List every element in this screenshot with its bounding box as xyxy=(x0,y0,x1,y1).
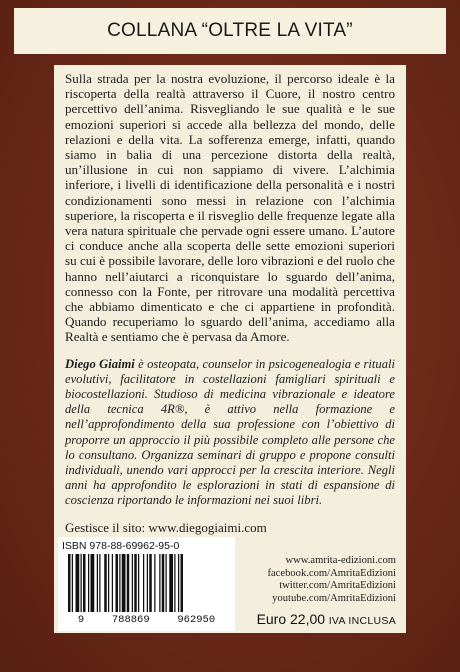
series-band xyxy=(14,8,446,54)
text-panel xyxy=(54,65,406,633)
author-bio xyxy=(65,357,395,509)
author-bio-text: è osteopata, counselor in psicogenealogia e rituali evolutivi, facilitatore in costellazioni famigliari spirituali e biocostellazioni. Studioso di medicina vibrazionale e ideatore della tecnica 4R®, è attivo nella formazione e nell’approfondimento della sua professione con l’obiettivo di proporre un approccio il più possibile completo alle persone che lo consultano. Organizza seminari di gruppo e propone consulti individuali, unendo vari approcci per la crescita interiore. Negli anni ha approfondito le esplorazioni in stati di espansione di coscienza riportando le informazioni nei suoi libri. xyxy=(65,356,395,508)
isbn-label: ISBN 978-88-69962-95-0 xyxy=(62,540,180,552)
publisher-contacts xyxy=(267,555,396,605)
author-website: Gestisce il sito: www.diegogiaimi.com xyxy=(65,519,267,535)
price xyxy=(257,612,396,629)
price-amount: Euro 22,00 xyxy=(256,611,326,627)
price-note: IVA INCLUSA xyxy=(328,615,396,627)
series-title: COLLANA “OLTRE LA VITA” xyxy=(107,20,353,41)
contact-line: www.amrita-edizioni.com xyxy=(285,555,396,566)
book-description: Sulla strada per la nostra evoluzione, il percorso ideale è la riscoperta della realtà attraverso il Cuore, il nostro centro percettivo dell’anima. Risvegliando le sue qualità e le sue emozioni superiori si accede alla bellezza del mondo, delle relazioni e della vita. La sofferenza emerge, infatti, quando siamo in balia di una percezione distorta della realtà, un’illusione in cui non sappiamo di vivere. L’alchimia inferiore, i livelli di identificazione della personalità e i nostri condizionamenti sono messi in relazione con l’alchimia superiore, la riscoperta e il risveglio delle frequenze legate alla vera natura spirituale che pervade ogni essere umano. L’autore ci conduce anche alla scoperta delle sette emozioni superiori su cui è possibile lavorare, delle loro vibrazioni e del ruolo che hanno nell’aiutarci a riconquistare lo sguardo dell’anima, connesso con la Fonte, per ritrovare una modalità percettiva che abbiamo dimenticato e che ci appartiene in profondità. Quando recuperiamo lo sguardo dell’anima, accediamo alla Realtà e sentiamo che è pervasa da Amore. xyxy=(65,71,395,345)
author-name: Diego Giaimi xyxy=(65,356,135,371)
contact-line: youtube.com/AmritaEdizioni xyxy=(272,592,396,604)
barcode-box xyxy=(58,537,235,631)
contact-line: twitter.com/AmritaEdizioni xyxy=(279,580,396,592)
ean-digit-group: 962950 xyxy=(177,614,216,626)
contact-line: facebook.com/AmritaEdizioni xyxy=(267,567,396,579)
ean-digits xyxy=(58,613,235,628)
ean-digit-group: 9 xyxy=(77,614,85,626)
ean-digit-group: 788869 xyxy=(111,614,150,626)
barcode-icon xyxy=(68,554,225,612)
